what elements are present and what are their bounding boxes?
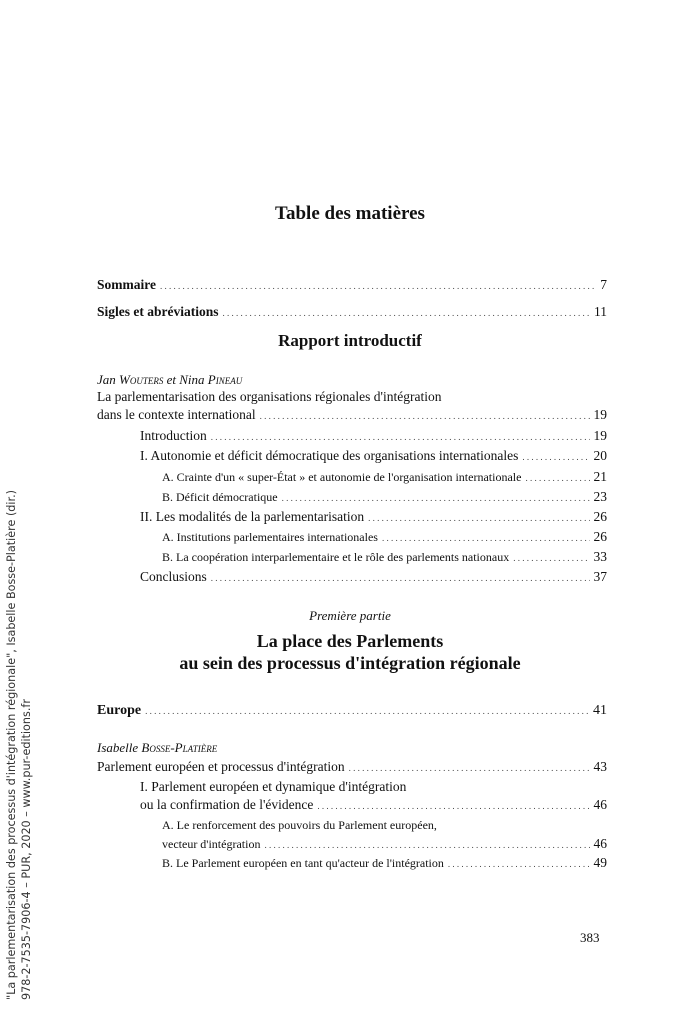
- toc-label: A. Crainte d'un « super-État » et autonomie de l'organisation internationale: [162, 470, 522, 484]
- dot-leader: [513, 550, 589, 565]
- page-number: 383: [580, 930, 600, 945]
- toc-entry[interactable]: [140, 569, 607, 585]
- toc-page: 46: [593, 836, 607, 851]
- copyright-sidebar: [4, 460, 34, 1000]
- toc-page: 19: [593, 407, 607, 422]
- toc-page: 37: [593, 569, 607, 584]
- toc-page: 19: [593, 428, 607, 443]
- toc-page: 20: [593, 448, 607, 463]
- toc-entry[interactable]: [162, 549, 607, 565]
- toc-entry-line-1: A. Le renforcement des pouvoirs du Parlement européen,: [162, 818, 437, 832]
- toc-label: Conclusions: [140, 569, 207, 584]
- toc-entry[interactable]: [140, 797, 607, 813]
- toc-page: 26: [593, 509, 607, 524]
- dot-leader: [160, 277, 596, 293]
- toc-entry[interactable]: [140, 448, 607, 464]
- toc-label: Sommaire: [97, 277, 156, 292]
- section-title-rapport: Rapport introductif: [278, 331, 422, 350]
- toc-label: ou la confirmation de l'évidence: [140, 797, 314, 812]
- author-line: [97, 372, 242, 388]
- toc-entry[interactable]: [162, 836, 607, 852]
- chapter-title-line-1: La parlementarisation des organisations régionales d'intégration: [97, 389, 442, 404]
- toc-page: 43: [593, 759, 607, 774]
- author-last: Bosse-Platière: [141, 740, 218, 755]
- toc-label: I. Autonomie et déficit démocratique des organisations internationales: [140, 448, 519, 463]
- author-joiner: et Nina: [163, 372, 208, 387]
- dot-leader: [525, 470, 589, 485]
- toc-label: II. Les modalités de la parlementarisation: [140, 509, 365, 524]
- author-last: Pineau: [207, 372, 243, 387]
- author-line-2: [97, 740, 217, 756]
- toc-label: Introduction: [140, 428, 207, 443]
- toc-page: 7: [600, 277, 607, 292]
- dot-leader: [368, 509, 589, 525]
- toc-entry[interactable]: [162, 469, 607, 485]
- toc-page: 46: [593, 797, 607, 812]
- toc-entry-line-1: I. Parlement européen et dynamique d'intégration: [140, 779, 407, 794]
- dot-leader: [382, 530, 590, 545]
- toc-label: Europe: [97, 703, 142, 718]
- toc-entry-chapter[interactable]: [97, 407, 607, 423]
- toc-page: 21: [593, 469, 607, 484]
- dot-leader: [282, 490, 590, 505]
- dot-leader: [349, 759, 590, 775]
- dot-leader: [223, 304, 591, 320]
- dot-leader: [211, 428, 590, 444]
- sidebar-line-1: "La parlementarisation des processus d'intégration régionale", Isabelle Bosse-Platière (dir.): [5, 489, 18, 1000]
- dot-leader: [145, 703, 589, 719]
- toc-entry-sigles[interactable]: [97, 304, 607, 320]
- part-title-line-1: La place des Parlements: [256, 631, 444, 651]
- part-title: [0, 630, 700, 674]
- dot-leader: [211, 569, 590, 585]
- toc-page: 41: [593, 703, 607, 718]
- toc-label: vecteur d'intégration: [162, 837, 261, 851]
- toc-entry[interactable]: [162, 855, 607, 871]
- dot-leader: [522, 448, 589, 464]
- toc-page: 33: [593, 549, 607, 564]
- toc-page: 26: [593, 529, 607, 544]
- part-kicker: Première partie: [309, 608, 391, 623]
- toc-entry-sommaire[interactable]: [97, 277, 607, 293]
- toc-label: Parlement européen et processus d'intégration: [97, 759, 345, 774]
- author-last: Wouters: [119, 372, 164, 387]
- part-title-line-2: au sein des processus d'intégration régionale: [179, 653, 521, 673]
- toc-entry[interactable]: [140, 428, 607, 444]
- dot-leader: [260, 407, 590, 423]
- dot-leader: [317, 797, 589, 813]
- toc-entry-europe[interactable]: [97, 703, 607, 719]
- sidebar-line-2: 978-2-7535-7906-4 – PUR, 2020 – www.pur-editions.fr: [20, 699, 33, 1000]
- toc-entry-chapter[interactable]: [97, 759, 607, 775]
- dot-leader: [448, 856, 590, 871]
- toc-label: B. Déficit démocratique: [162, 490, 278, 504]
- toc-entry[interactable]: [162, 529, 607, 545]
- toc-entry[interactable]: [140, 509, 607, 525]
- toc-page: 23: [593, 489, 607, 504]
- toc-label: dans le contexte international: [97, 407, 256, 422]
- author-first: Jan: [97, 372, 120, 387]
- toc-label: A. Institutions parlementaires internationales: [162, 530, 378, 544]
- dot-leader: [264, 837, 589, 852]
- page-title: Table des matières: [275, 203, 425, 224]
- toc-label: B. La coopération interparlementaire et le rôle des parlements nationaux: [162, 550, 510, 564]
- toc-label: B. Le Parlement européen en tant qu'acteur de l'intégration: [162, 856, 444, 870]
- toc-page: 49: [593, 855, 607, 870]
- author-first: Isabelle: [97, 740, 142, 755]
- toc-label: Sigles et abréviations: [97, 304, 219, 319]
- toc-entry[interactable]: [162, 489, 607, 505]
- toc-page: 11: [594, 304, 607, 319]
